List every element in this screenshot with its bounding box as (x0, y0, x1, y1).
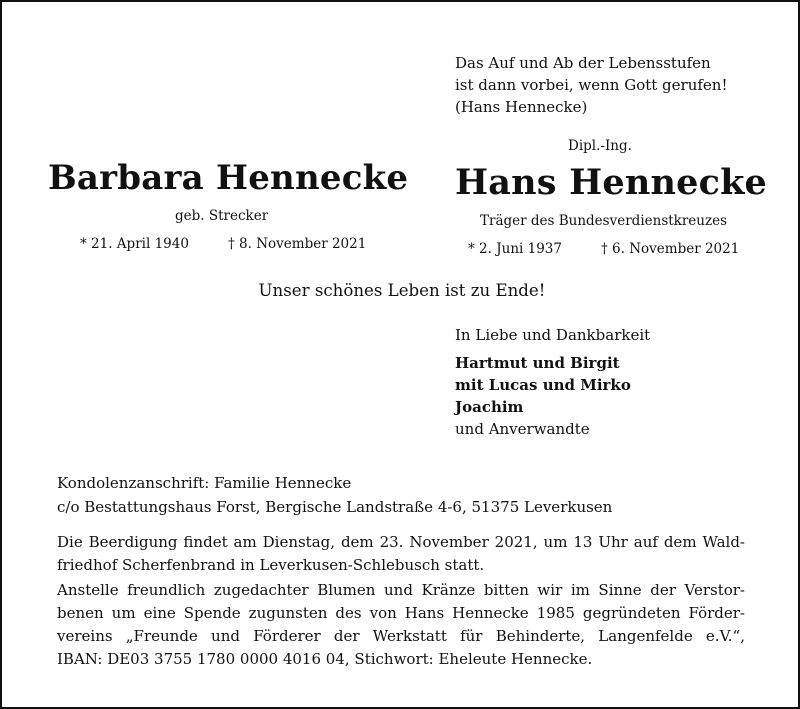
donation-line-4: IBAN: DE03 3755 1780 0000 4016 04, Stichwort: Eheleute Hennecke. (57, 650, 593, 668)
hans-death-date: † 6. November 2021 (601, 241, 740, 257)
motto: Unser schönes Leben ist zu Ende! (258, 281, 546, 300)
address-line-1: Kondolenzanschrift: Familie Hennecke (57, 474, 352, 492)
hans-birth-date: * 2. Juni 1937 (468, 241, 562, 257)
verse-attribution: (Hans Hennecke) (455, 98, 588, 116)
hans-honor: Träger des Bundesverdienstkreuzes (480, 213, 728, 229)
mourner-line-1: Hartmut und Birgit (455, 354, 620, 372)
barbara-birth-date: * 21. April 1940 (80, 236, 189, 252)
mourners (455, 324, 650, 440)
barbara-death-date: † 8. November 2021 (228, 236, 367, 252)
funeral-line-2: friedhof Scherfenbrand in Leverkusen-Schlebusch statt. (57, 556, 485, 574)
funeral-line-1: Die Beerdigung findet am Dienstag, dem 23. November 2021, um 13 Uhr auf dem Wald- (57, 533, 745, 551)
hans-name: Hans Hennecke (455, 162, 768, 203)
mourner-line-3: Joachim (455, 398, 524, 416)
condolence-address (57, 473, 612, 518)
verse-line-2: ist dann vorbei, wenn Gott gerufen! (455, 76, 728, 94)
donation-line-3: vereins „Freunde und Förderer der Werkstatt für Behinderte, Langenfelde e.V.“, (57, 627, 745, 645)
barbara-name: Barbara Hennecke (48, 158, 409, 198)
donation-line-2: benen um eine Spende zugunsten des von Hans Hennecke 1985 gegründeten Förder- (57, 604, 745, 622)
mourner-line-4: und Anverwandte (455, 420, 590, 438)
verse-line-1: Das Auf und Ab der Lebensstufen (455, 54, 711, 72)
hans-title: Dipl.-Ing. (568, 138, 632, 154)
mourner-line-2: mit Lucas und Mirko (455, 376, 631, 394)
barbara-maiden-name: geb. Strecker (175, 208, 269, 224)
donation-line-1: Anstelle freundlich zugedachter Blumen und Kränze bitten wir im Sinne der Verstor- (57, 581, 745, 599)
verse (455, 52, 727, 118)
address-line-2: c/o Bestattungshaus Forst, Bergische Landstraße 4-6, 51375 Leverkusen (57, 498, 613, 516)
mourners-intro: In Liebe und Dankbarkeit (455, 326, 651, 344)
